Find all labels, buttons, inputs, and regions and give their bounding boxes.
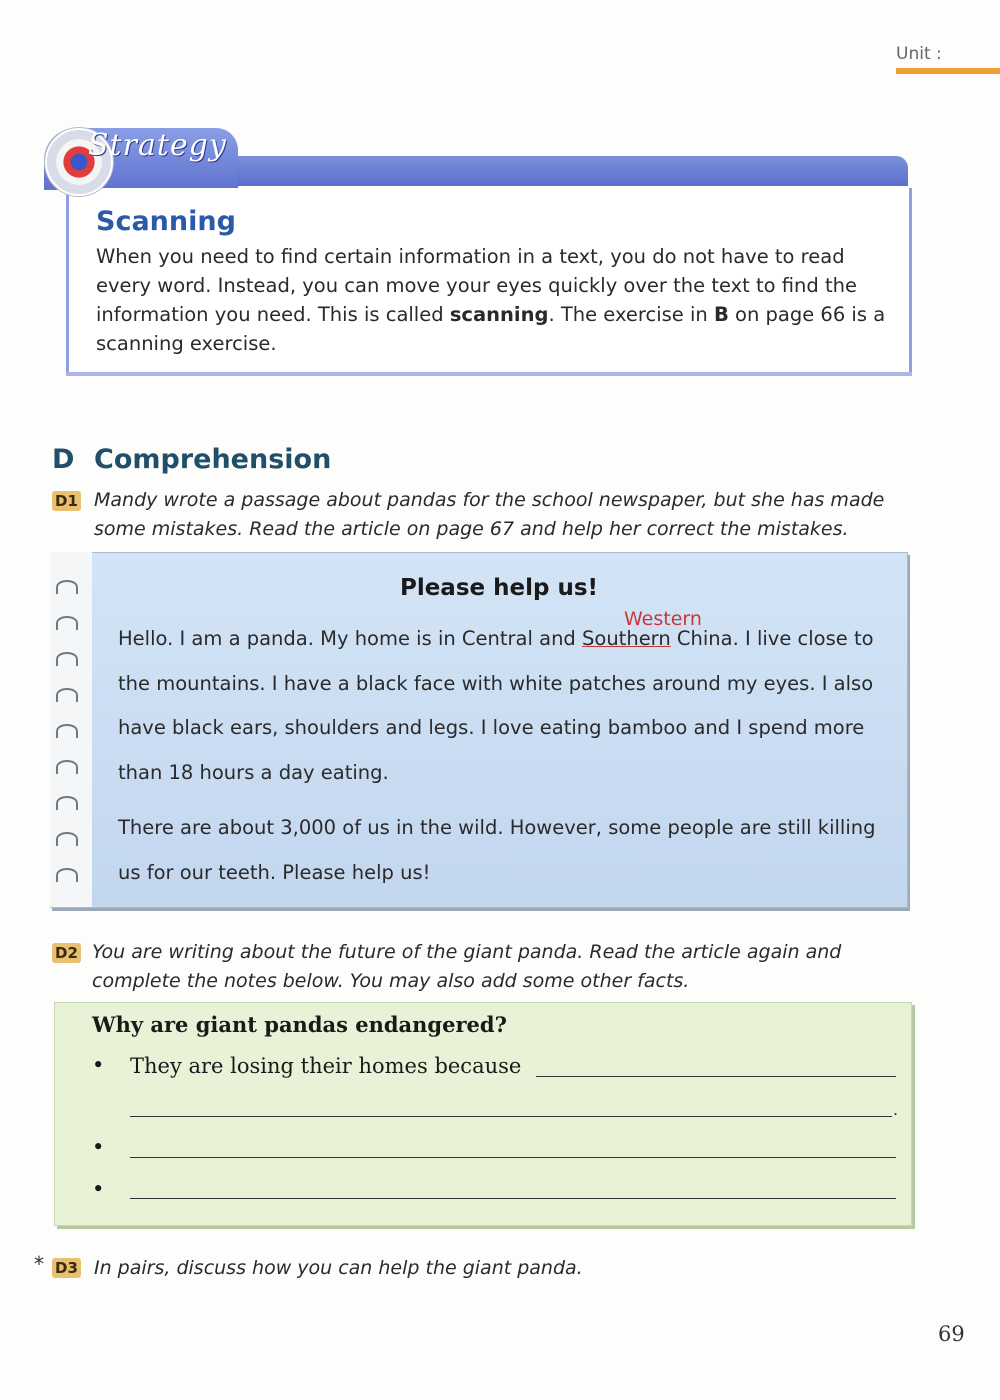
bullet: • — [92, 1177, 105, 1201]
answer-line[interactable] — [130, 1198, 896, 1199]
unit-color-bar — [896, 68, 1000, 74]
line-end-period: . — [893, 1100, 899, 1119]
d2-badge: D2 — [52, 943, 81, 963]
answer-line[interactable] — [130, 1116, 892, 1117]
section-title: Comprehension — [94, 444, 332, 475]
note-paragraph-1: Hello. I am a panda. My home is in Central and Southern China. I live close to the mountains. I have a black face with white patches around my eyes. I also have black ears, shoulders and legs. I love eating bamboo and I spend more than 18 hours a day eating. — [118, 627, 874, 784]
bullet: • — [92, 1135, 105, 1159]
d3-badge: D3 — [52, 1258, 81, 1278]
d2-instruction: You are writing about the future of the giant panda. Read the article again and complete the notes below. You may also add some other facts. — [92, 941, 842, 992]
strategy-title: Scanning — [96, 206, 236, 237]
binding-ring-icon — [56, 652, 78, 666]
note-paragraph-2: There are about 3,000 of us in the wild. However, some people are still killing us for our teeth. Please help us! — [118, 816, 876, 884]
unit-label: Unit : — [896, 44, 942, 64]
bullet: • — [92, 1053, 105, 1077]
d3-instruction: In pairs, discuss how you can help the giant panda. — [94, 1257, 583, 1279]
answer-line[interactable] — [130, 1157, 896, 1158]
binding-ring-icon — [56, 724, 78, 738]
binding-ring-icon — [56, 760, 78, 774]
section-letter: D — [52, 444, 75, 475]
bullet-1-text: They are losing their homes because — [130, 1054, 522, 1078]
d1-instruction: Mandy wrote a passage about pandas for the school newspaper, but she has made some mistakes. Read the article on page 67 and help her correct the mistakes. — [94, 489, 885, 540]
d1-badge: D1 — [52, 491, 81, 511]
binding-ring-icon — [56, 688, 78, 702]
page-number: 69 — [938, 1322, 965, 1346]
binding-ring-icon — [56, 832, 78, 846]
strategy-banner-text: Strategy — [88, 128, 227, 163]
answer-line[interactable] — [536, 1076, 896, 1077]
binding-ring-icon — [56, 796, 78, 810]
note-title: Please help us! — [399, 575, 599, 601]
binding-ring-icon — [56, 616, 78, 630]
handwritten-correction: Western — [624, 608, 702, 630]
strategy-body: When you need to find certain information in a text, you do not have to read every word. Instead, you can move your eyes quickly over the text to find the information you need. This is called scanning. The exercise in B on page 66 is a scanning exercise. — [96, 245, 886, 355]
star-marker: * — [34, 1252, 44, 1276]
binding-ring-icon — [56, 868, 78, 882]
notes-title: Why are giant pandas endangered? — [92, 1012, 507, 1037]
underlined-word: Southern — [582, 627, 671, 650]
